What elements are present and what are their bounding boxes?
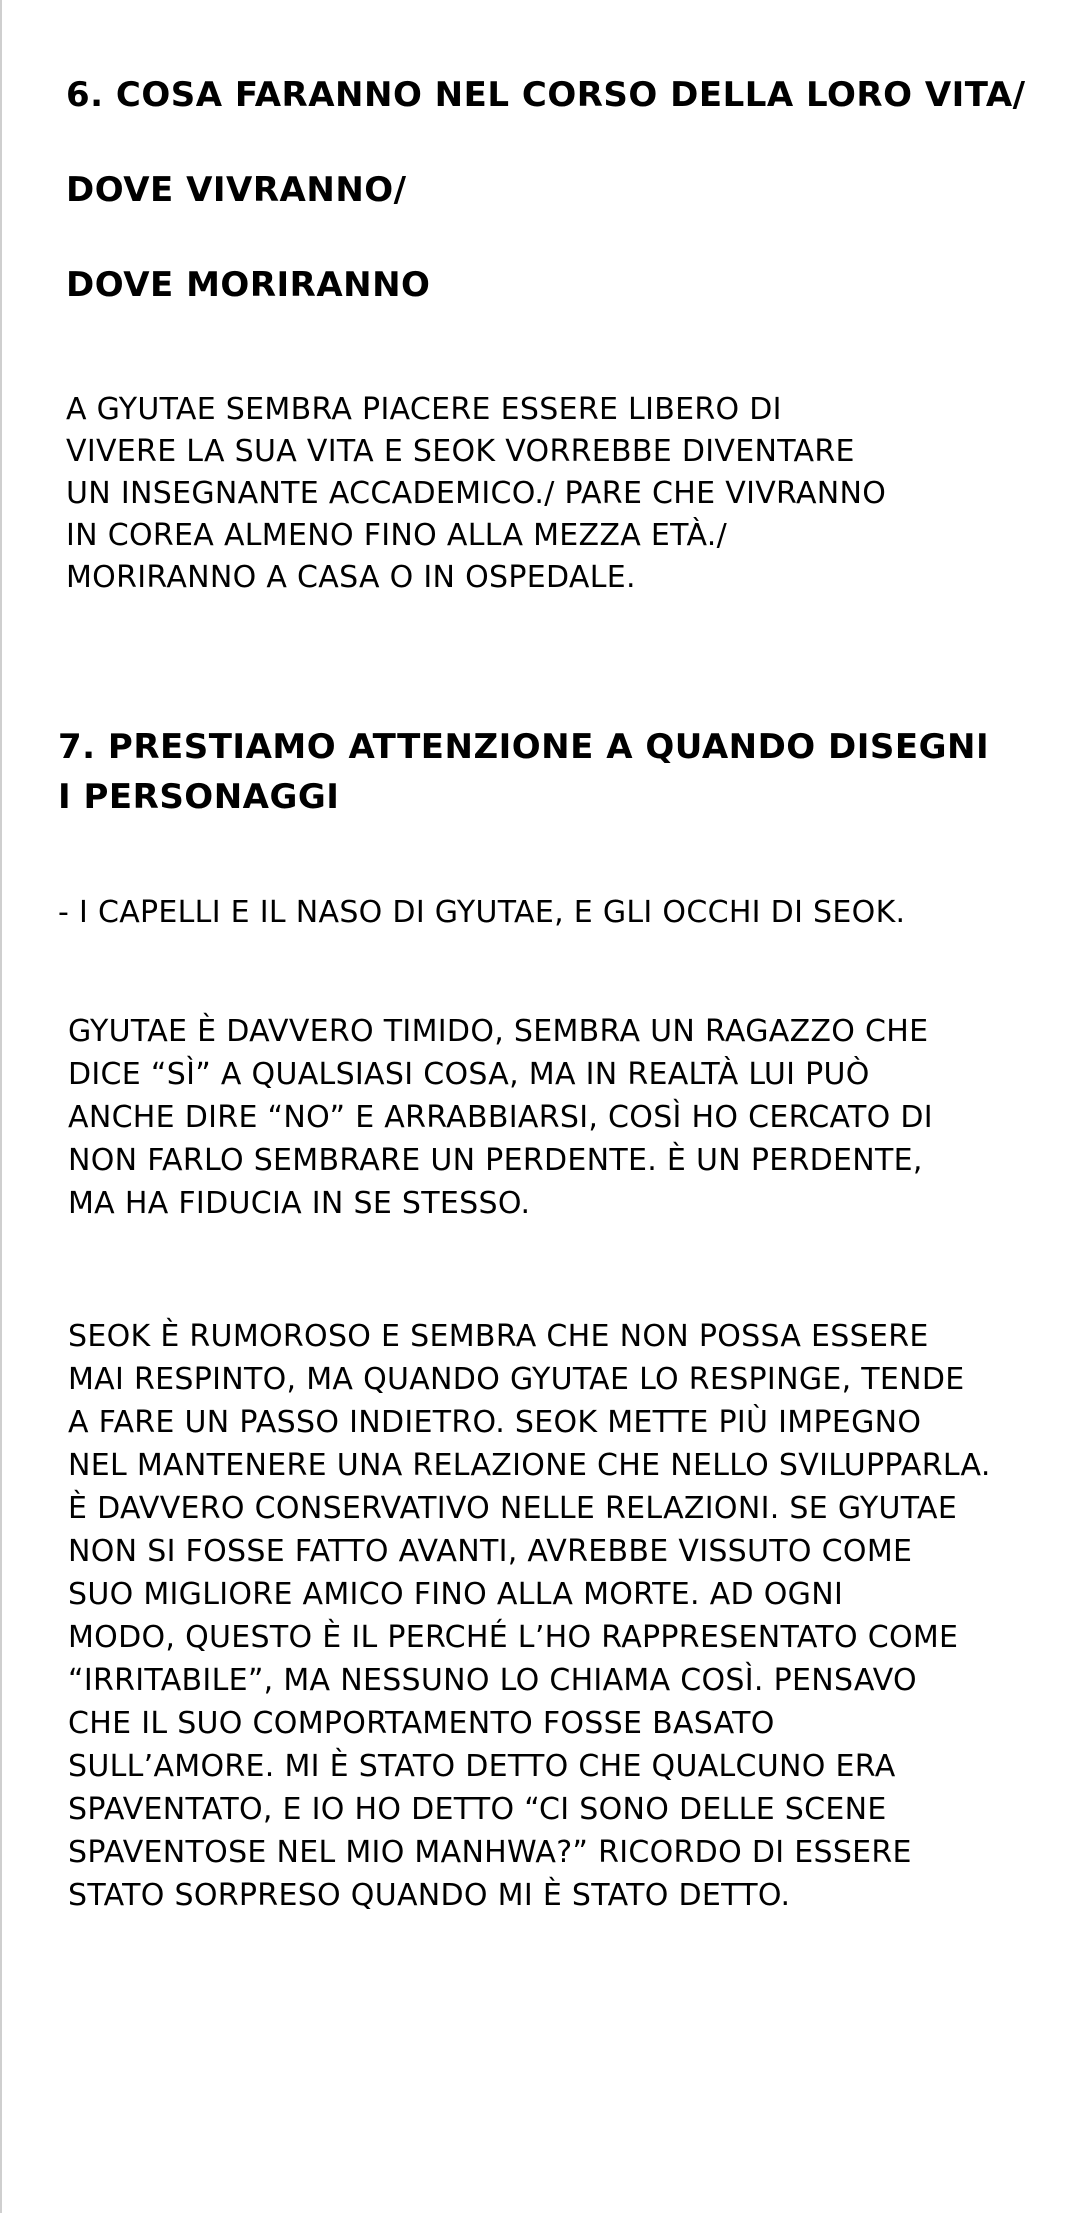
section7-paragraph2-line-1: SEOK È RUMOROSO E SEMBRA CHE NON POSSA ESSERE: [68, 1319, 929, 1354]
section6-paragraph-line-1: A GYUTAE SEMBRA PIACERE ESSERE LIBERO DI: [66, 392, 782, 427]
section7-paragraph2-line-13: SPAVENTOSE NEL MIO MANHWA?” RICORDO DI ESSERE: [68, 1835, 912, 1870]
section7-paragraph1-line-2: DICE “SÌ” A QUALSIASI COSA, MA IN REALTÀ LUI PUÒ: [68, 1057, 870, 1092]
section7-paragraph1-line-3: ANCHE DIRE “NO” E ARRABBIARSI, COSÌ HO CERCATO DI: [68, 1100, 933, 1135]
section7-paragraph2-line-14: STATO SORPRESO QUANDO MI È STATO DETTO.: [68, 1878, 791, 1913]
section7-paragraph2-line-7: SUO MIGLIORE AMICO FINO ALLA MORTE. AD OGNI: [68, 1577, 844, 1612]
section7-paragraph2-line-6: NON SI FOSSE FATTO AVANTI, AVREBBE VISSUTO COME: [68, 1534, 913, 1569]
page-edge: [0, 0, 2, 2213]
section7-heading-line-1: 7. PRESTIAMO ATTENZIONE A QUANDO DISEGNI: [58, 727, 990, 767]
section7-paragraph2-line-4: NEL MANTENERE UNA RELAZIONE CHE NELLO SVILUPPARLA.: [68, 1448, 991, 1483]
section7-paragraph2-line-12: SPAVENTATO, E IO HO DETTO “CI SONO DELLE SCENE: [68, 1792, 887, 1827]
section6-heading-line-1: 6. COSA FARANNO NEL CORSO DELLA LORO VITA/: [66, 75, 1026, 115]
section7-paragraph2-line-2: MAI RESPINTO, MA QUANDO GYUTAE LO RESPINGE, TENDE: [68, 1362, 965, 1397]
section7-paragraph2-line-8: MODO, QUESTO È IL PERCHÉ L’HO RAPPRESENTATO COME: [68, 1620, 959, 1655]
section7-paragraph1-line-4: NON FARLO SEMBRARE UN PERDENTE. È UN PERDENTE,: [68, 1143, 923, 1178]
section6-paragraph-line-3: UN INSEGNANTE ACCADEMICO./ PARE CHE VIVRANNO: [66, 476, 887, 511]
section6-paragraph-line-5: MORIRANNO A CASA O IN OSPEDALE.: [66, 560, 636, 595]
section6-heading-line-3: DOVE MORIRANNO: [66, 265, 431, 305]
section7-paragraph2-line-9: “IRRITABILE”, MA NESSUNO LO CHIAMA COSÌ. PENSAVO: [68, 1663, 917, 1698]
section7-heading-line-2: I PERSONAGGI: [58, 777, 340, 817]
section7-paragraph2-line-3: A FARE UN PASSO INDIETRO. SEOK METTE PIÙ IMPEGNO: [68, 1405, 922, 1440]
section6-heading-line-2: DOVE VIVRANNO/: [66, 170, 407, 210]
section7-paragraph2-line-5: È DAVVERO CONSERVATIVO NELLE RELAZIONI. SE GYUTAE: [68, 1491, 958, 1526]
section6-paragraph-line-4: IN COREA ALMENO FINO ALLA MEZZA ETÀ./: [66, 518, 727, 553]
section7-bullet: - I CAPELLI E IL NASO DI GYUTAE, E GLI OCCHI DI SEOK.: [58, 895, 906, 930]
section7-paragraph1-line-1: GYUTAE È DAVVERO TIMIDO, SEMBRA UN RAGAZZO CHE: [68, 1014, 929, 1049]
section6-paragraph-line-2: VIVERE LA SUA VITA E SEOK VORREBBE DIVENTARE: [66, 434, 855, 469]
section7-paragraph2-line-10: CHE IL SUO COMPORTAMENTO FOSSE BASATO: [68, 1706, 775, 1741]
section7-paragraph1-line-5: MA HA FIDUCIA IN SE STESSO.: [68, 1186, 531, 1221]
section7-paragraph2-line-11: SULL’AMORE. MI È STATO DETTO CHE QUALCUNO ERA: [68, 1749, 896, 1784]
